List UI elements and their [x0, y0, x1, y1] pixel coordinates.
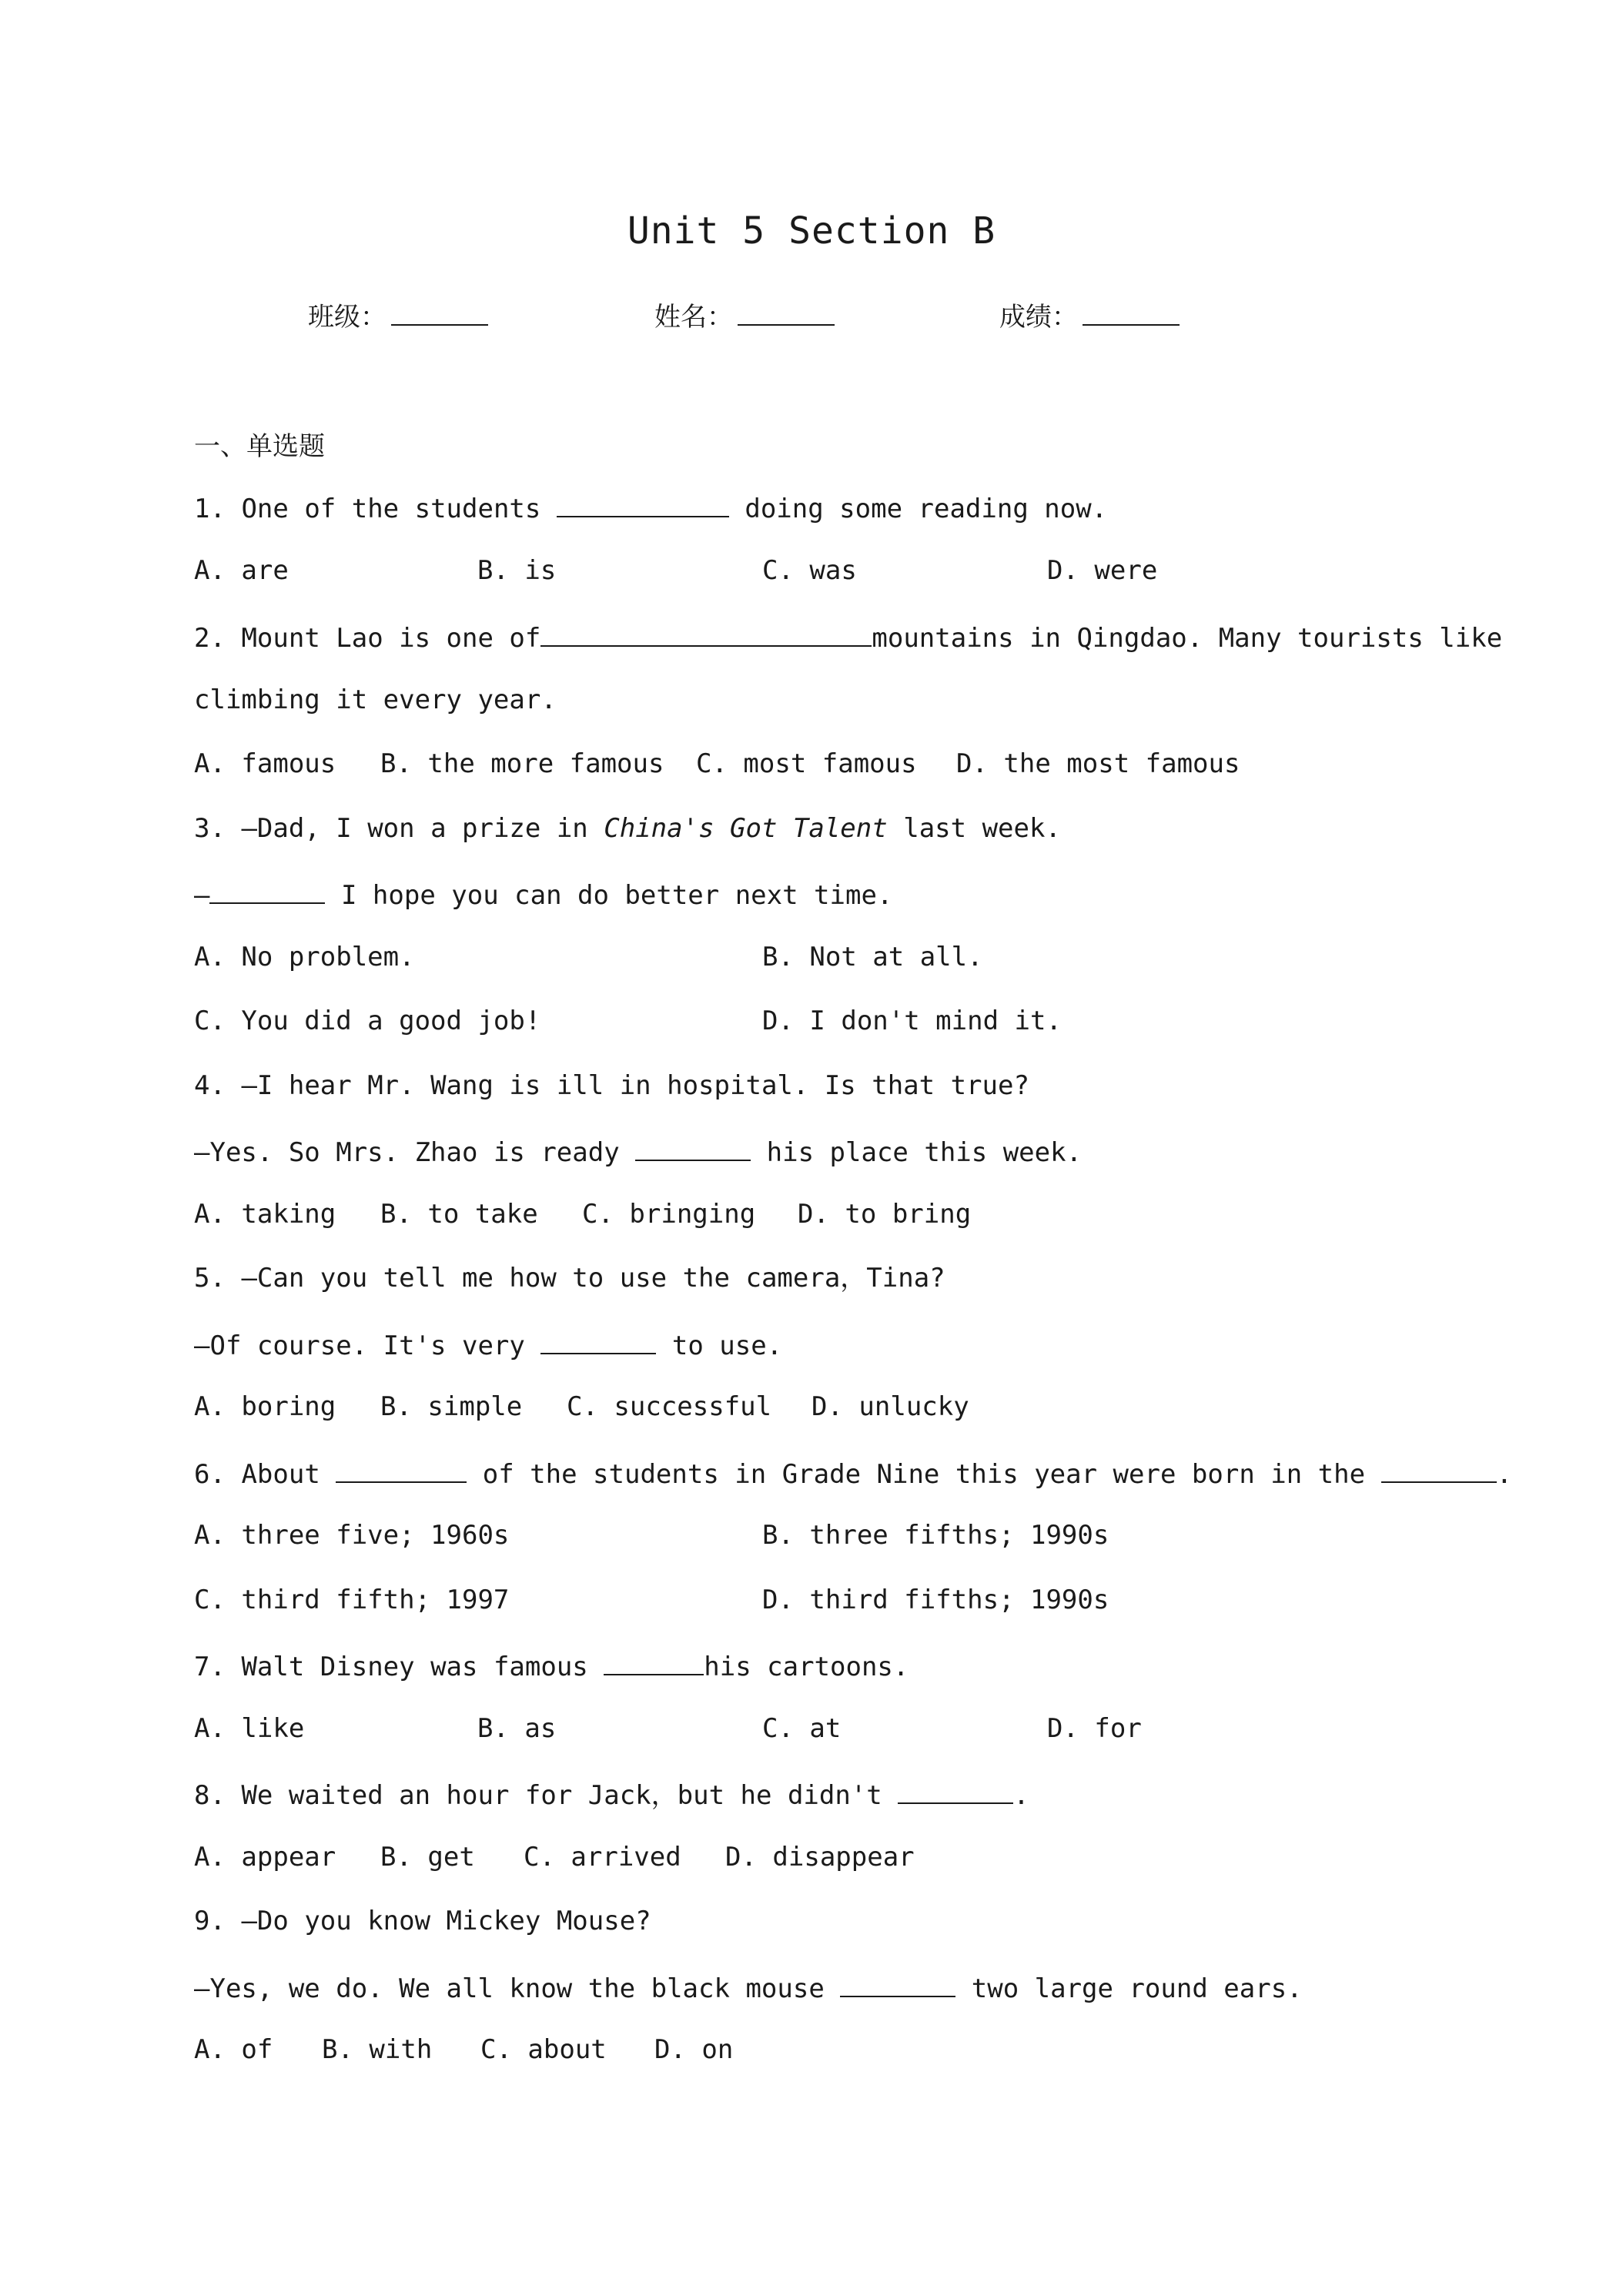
- answer-blank[interactable]: [540, 622, 872, 647]
- question-4-reply: —Yes. So Mrs. Zhao is ready his place this week.: [194, 1137, 1083, 1168]
- question-7: 7. Walt Disney was famous his cartoons.: [194, 1652, 909, 1682]
- option-d[interactable]: D. were: [1047, 555, 1158, 586]
- option-c[interactable]: C. arrived: [524, 1842, 681, 1873]
- option-c[interactable]: C. about: [480, 2034, 607, 2065]
- answer-blank[interactable]: [898, 1779, 1013, 1804]
- answer-blank[interactable]: [840, 1973, 955, 1997]
- option-d[interactable]: D. unlucky: [812, 1391, 969, 1422]
- question-2-line2: climbing it every year.: [194, 684, 557, 715]
- name-field: [654, 296, 835, 333]
- answer-blank[interactable]: [336, 1458, 467, 1483]
- question-3-reply: — I hope you can do better next time.: [194, 880, 893, 911]
- class-field: [308, 296, 488, 333]
- option-d[interactable]: D. the most famous: [956, 748, 1240, 779]
- option-d[interactable]: D. I don't mind it.: [762, 1006, 1062, 1036]
- option-b[interactable]: B. simple: [380, 1391, 523, 1422]
- option-d[interactable]: D. for: [1047, 1713, 1142, 1744]
- score-label: 成绩：: [999, 302, 1078, 333]
- option-d[interactable]: D. third fifths; 1990s: [762, 1585, 1109, 1615]
- option-c[interactable]: C. most famous: [696, 748, 917, 779]
- option-a[interactable]: A. No problem.: [194, 942, 415, 972]
- name-blank[interactable]: [738, 301, 835, 326]
- score-field: [999, 296, 1180, 333]
- question-5-reply: —Of course. It's very to use.: [194, 1330, 783, 1361]
- option-a[interactable]: A. boring: [194, 1391, 336, 1422]
- option-b[interactable]: B. Not at all.: [762, 942, 983, 972]
- option-d[interactable]: D. to bring: [798, 1199, 972, 1230]
- option-a[interactable]: A. famous: [194, 748, 336, 779]
- option-a[interactable]: A. are: [194, 555, 289, 586]
- score-blank[interactable]: [1083, 301, 1180, 326]
- option-b[interactable]: B. get: [380, 1842, 475, 1873]
- option-b[interactable]: B. with: [322, 2034, 433, 2065]
- option-c[interactable]: C. bringing: [582, 1199, 756, 1230]
- option-c[interactable]: C. at: [762, 1713, 842, 1744]
- answer-blank[interactable]: [540, 1330, 656, 1354]
- option-a[interactable]: A. appear: [194, 1842, 336, 1873]
- question-6: 6. About of the students in Grade Nine this year were born in the .: [194, 1459, 1513, 1490]
- option-b[interactable]: B. to take: [380, 1199, 538, 1230]
- question-5: 5. —Can you tell me how to use the camera，Tina?: [194, 1263, 945, 1294]
- class-blank[interactable]: [391, 301, 488, 326]
- option-a[interactable]: A. like: [194, 1713, 305, 1744]
- option-a[interactable]: A. taking: [194, 1199, 336, 1230]
- answer-blank[interactable]: [604, 1651, 704, 1675]
- question-3: 3. —Dad, I won a prize in China's Got Talent last week.: [194, 813, 1061, 844]
- page-title: Unit 5 Section B: [627, 209, 996, 253]
- name-label: 姓名：: [654, 302, 733, 333]
- option-b[interactable]: B. three fifths; 1990s: [762, 1520, 1109, 1551]
- question-1: 1. One of the students doing some reading now.: [194, 494, 1108, 524]
- option-a[interactable]: A. three five; 1960s: [194, 1520, 510, 1551]
- option-c[interactable]: C. successful: [567, 1391, 772, 1422]
- answer-blank[interactable]: [557, 493, 729, 517]
- question-2: 2. Mount Lao is one of mountains in Qingdao. Many tourists like: [194, 623, 1503, 654]
- option-b[interactable]: B. is: [477, 555, 557, 586]
- option-c[interactable]: C. third fifth; 1997: [194, 1585, 510, 1615]
- option-d[interactable]: D. disappear: [725, 1842, 915, 1873]
- class-label: 班级：: [308, 302, 387, 333]
- option-b[interactable]: B. the more famous: [380, 748, 664, 779]
- option-a[interactable]: A. of: [194, 2034, 273, 2065]
- option-b[interactable]: B. as: [477, 1713, 557, 1744]
- option-c[interactable]: C. was: [762, 555, 857, 586]
- answer-blank[interactable]: [209, 879, 325, 904]
- question-9: 9. —Do you know Mickey Mouse?: [194, 1906, 651, 1936]
- question-8: 8. We waited an hour for Jack，but he didn't .: [194, 1780, 1029, 1811]
- section-heading: 一、单选题: [194, 431, 325, 462]
- answer-blank[interactable]: [635, 1136, 751, 1161]
- option-d[interactable]: D. on: [654, 2034, 734, 2065]
- answer-blank[interactable]: [1381, 1458, 1497, 1483]
- question-4: 4. —I hear Mr. Wang is ill in hospital. Is that true?: [194, 1070, 1029, 1101]
- question-9-reply: —Yes, we do. We all know the black mouse two large round ears.: [194, 1973, 1303, 2004]
- option-c[interactable]: C. You did a good job!: [194, 1006, 541, 1036]
